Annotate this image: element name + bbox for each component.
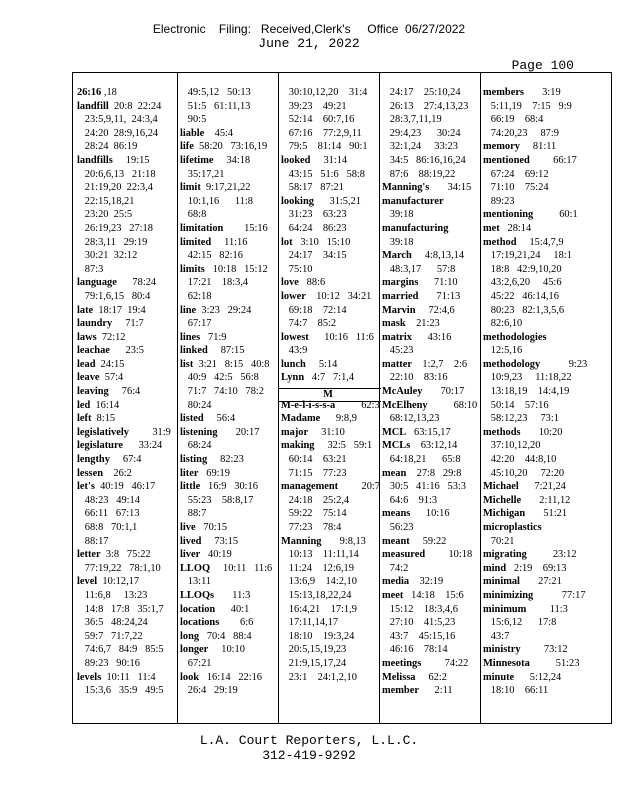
- index-entry: March 4:8,13,14: [382, 250, 465, 262]
- index-entry: 79:1,6,15 80:4: [77, 290, 151, 302]
- index-entry: 68:8: [180, 209, 207, 221]
- index-column-5: [483, 86, 588, 698]
- index-entry: listening 20:17: [180, 426, 260, 438]
- index-entry: minimum 11:3: [483, 603, 568, 615]
- index-entry: long 70:4 88:4: [180, 630, 252, 642]
- index-entry: 66:11 67:13: [77, 508, 140, 520]
- index-entry: 22:10 83:16: [382, 372, 448, 384]
- index-entry: 23:1 24:1,2,10: [281, 671, 357, 683]
- index-entry: list 3:21 8:15 40:8: [180, 358, 270, 370]
- index-entry: 90:5: [180, 114, 207, 126]
- index-entry: love 88:6: [281, 277, 326, 289]
- index-entry: 24:17 25:10,24: [382, 87, 461, 98]
- index-entry: limited 11:16: [180, 236, 248, 248]
- index-entry: 23:20 25:5: [77, 209, 133, 221]
- column-divider: [480, 73, 481, 723]
- index-entry: 40:9 42:5 56:8: [180, 372, 259, 384]
- index-entry: Michelle 2:11,12: [483, 494, 571, 506]
- index-entry: 43:15 51:6 58:8: [281, 168, 365, 180]
- index-entry: 56:23: [382, 522, 414, 533]
- index-entry: 13:11: [180, 576, 212, 588]
- index-entry: 67:17: [180, 318, 212, 330]
- index-entry: 10:13 11:11,14: [281, 549, 359, 561]
- index-entry: 37:10,12,20: [483, 440, 541, 452]
- index-column-1: [77, 86, 171, 698]
- index-entry: MCL 63:15,17: [382, 426, 451, 438]
- index-entry: 64:6 91:3: [382, 494, 438, 506]
- index-entry: 20:5,15,19,23: [281, 644, 347, 656]
- index-entry: 17:19,21,24 18:1: [483, 250, 572, 262]
- index-entry: 80:24: [180, 399, 212, 411]
- index-entry: 68:24: [180, 440, 212, 452]
- index-entry: mean 27:8 29:8: [382, 467, 462, 479]
- index-entry: 59:22 75:14: [281, 508, 347, 520]
- index-entry: making 32:5 59:1: [281, 440, 373, 452]
- index-entry: ministry 73:12: [483, 644, 568, 656]
- index-entry: look 16:14 22:16: [180, 671, 262, 683]
- index-entry: manufacturing: [382, 222, 449, 234]
- index-entry: 39:18: [382, 236, 414, 248]
- index-entry: major 31:10: [281, 426, 345, 438]
- index-entry: 29:4,23 30:24: [382, 127, 461, 139]
- index-entry: 23:5,9,11, 24:3,4: [77, 114, 158, 126]
- index-entry: 16:4,21 17:1,9: [281, 603, 357, 615]
- index-entry: 13:6,9 14:2,10: [281, 576, 357, 588]
- index-entry: 48:3,17 57:8: [382, 263, 456, 275]
- index-entry: meet 14:18 15:6: [382, 589, 464, 601]
- index-entry: linked 87:15: [180, 345, 245, 357]
- index-entry: 68:8 70:1,1: [77, 522, 138, 533]
- index-entry: let's 40:19 46:17: [77, 481, 156, 493]
- index-entry: Manning's 34:15: [382, 182, 472, 194]
- index-entry: 87:6 88:19,22: [382, 168, 456, 180]
- column-divider: [379, 73, 380, 723]
- index-entry: 68:12,13,23: [382, 413, 440, 425]
- index-entry: memory 81:11: [483, 141, 557, 153]
- index-entry: 59:7 71:7,22: [77, 630, 143, 642]
- index-entry: lowest 10:16 11:6: [281, 331, 374, 343]
- index-entry: 22:15,18,21: [77, 195, 135, 207]
- index-column-4: [382, 86, 476, 698]
- index-entry: lifetime 34:18: [180, 154, 251, 166]
- index-entry: 45:22 46:14,16: [483, 290, 559, 302]
- index-entry: Marvin 72:4,6: [382, 304, 455, 316]
- index-entry: lunch 5:14: [281, 358, 338, 370]
- index-entry: led 16:14: [77, 399, 120, 411]
- index-entry: 46:16 78:14: [382, 644, 448, 656]
- index-entry: means 10:16: [382, 508, 450, 520]
- index-entry: 74:20,23 87:9: [483, 127, 559, 139]
- index-entry: methodologies: [483, 331, 547, 343]
- page-number: Page 100: [511, 58, 574, 73]
- index-entry: 15:12 18:3,4,6: [382, 603, 458, 615]
- index-entry: Michael 7:21,24: [483, 481, 566, 493]
- index-entry: minimizing 77:17: [483, 589, 586, 601]
- index-entry: 62:18: [180, 290, 212, 302]
- index-entry: 69:18 72:14: [281, 304, 347, 316]
- index-entry: looking 31:5,21: [281, 195, 361, 207]
- filing-stamp: Electronic Filing: Received,Clerk's Office 06/27/2022: [152, 22, 466, 36]
- index-entry: 24:17 34:15: [281, 250, 347, 262]
- index-entry: minimal 27:21: [483, 576, 562, 588]
- index-entry: Madame 9:8,9: [281, 413, 357, 425]
- index-entry: 52:14 60:7,16: [281, 114, 355, 126]
- index-entry: location 40:1: [180, 603, 250, 615]
- index-entry: lot 3:10 15:10: [281, 236, 351, 248]
- index-entry: mentioning 60:1: [483, 209, 578, 221]
- index-entry: lived 73:15: [180, 535, 239, 547]
- index-entry: laws 72:12: [77, 331, 126, 343]
- index-entry: 43:7: [483, 630, 510, 642]
- index-entry: 30:5 41:16 53:3: [382, 481, 466, 493]
- index-entry: 49:5,12 50:13: [180, 87, 251, 98]
- index-entry: 24:20 28:9,16,24: [77, 127, 159, 139]
- index-entry: M-e-l-i-s-s-a 62:3: [281, 399, 380, 411]
- index-entry: 60:14 63:21: [281, 454, 347, 466]
- index-entry: Lynn 4:7 7:1,4: [281, 372, 355, 384]
- index-entry: 50:14 57:16: [483, 399, 549, 411]
- index-entry: Melissa 62:2: [382, 671, 447, 683]
- index-entry: legislatively 31:9: [77, 426, 171, 438]
- index-entry: methodology 9:23: [483, 358, 588, 370]
- index-entry: microplastics: [483, 522, 542, 533]
- index-entry: limit 9:17,21,22: [180, 182, 251, 194]
- index-entry: 15:13,18,22,24: [281, 589, 352, 601]
- index-entry: legislature 33:24: [77, 440, 163, 452]
- index-entry: LLOQs 11:3: [180, 589, 251, 601]
- index-entry: McElheny 68:10: [382, 399, 478, 411]
- index-entry: management 20:7: [281, 481, 380, 493]
- index-entry: married 71:13: [382, 290, 461, 302]
- index-entry: 77:23 78:4: [281, 522, 342, 533]
- index-entry: margins 71:10: [382, 277, 458, 289]
- index-entry: liter 69:19: [180, 467, 230, 479]
- index-entry: letter 3:8 75:22: [77, 549, 151, 561]
- index-entry: 15:3,6 35:9 49:5: [77, 685, 164, 697]
- index-entry: meant 59:22: [382, 535, 447, 547]
- index-entry: 67:16 77:2,9,11: [281, 127, 362, 139]
- index-entry: 74:2: [382, 562, 409, 574]
- index-column-3: [281, 86, 380, 684]
- index-entry: 21:19,20 22:3,4: [77, 182, 153, 194]
- index-entry: measured 10:18: [382, 549, 473, 561]
- index-entry: listed 56:4: [180, 413, 236, 425]
- index-entry: 11:24 12:6,19: [281, 562, 354, 574]
- index-entry: 75:10: [281, 263, 313, 275]
- index-entry: mask 21:23: [382, 318, 440, 330]
- index-entry: 18:10 19:3,24: [281, 630, 355, 642]
- index-entry: LLOQ 10:11 11:6: [180, 562, 273, 574]
- index-entry: 5:11,19 7:15 9:9: [483, 100, 572, 112]
- index-entry: 26:16 ,18: [77, 87, 117, 98]
- index-entry: 32:1,24 33:23: [382, 141, 458, 153]
- index-entry: line 3:23 29:24: [180, 304, 252, 316]
- index-entry: lessen 26:2: [77, 467, 132, 479]
- index-entry: 27:10 41:5,23: [382, 617, 456, 629]
- index-entry: limitation 15:16: [180, 222, 268, 234]
- index-entry: 18:8 42:9,10,20: [483, 263, 562, 275]
- index-entry: locations 6:6: [180, 617, 254, 629]
- index-entry: leave 57:4: [77, 372, 124, 384]
- index-entry: 77:19,22 78:1,10: [77, 562, 161, 574]
- index-entry: Minnesota 51:23: [483, 657, 580, 669]
- index-entry: 39:18: [382, 209, 414, 221]
- index-entry: liver 40:19: [180, 549, 232, 561]
- index-entry: mentioned 66:17: [483, 154, 577, 166]
- index-entry: 71:10 75:24: [483, 182, 549, 194]
- index-entry: 24:18 25:2,4: [281, 494, 350, 506]
- index-entry: 67:24 69:12: [483, 168, 549, 180]
- column-divider: [278, 73, 279, 723]
- index-entry: met 28:14: [483, 222, 532, 234]
- index-entry: 43:9: [281, 345, 308, 357]
- index-entry: 28:24 86:19: [77, 141, 138, 153]
- index-entry: 58:17 87:21: [281, 182, 344, 194]
- reporter-name: L.A. Court Reporters, L.L.C.: [199, 733, 419, 748]
- index-entry: 64:18,21 65:8: [382, 454, 461, 466]
- index-entry: 45:10,20 72:20: [483, 467, 565, 479]
- index-entry: 80:23 82:1,3,5,6: [483, 304, 565, 316]
- index-entry: 10:9,23 11:18,22: [483, 372, 572, 384]
- index-entry: 87:3: [77, 263, 104, 275]
- index-entry: minute 5:12,24: [483, 671, 562, 683]
- index-entry: 26:4 29:19: [180, 685, 238, 697]
- reporter-phone: 312-419-9292: [262, 748, 356, 763]
- index-entry: levels 10:11 11:4: [77, 671, 156, 683]
- index-entry: 14:8 17:8 35:1,7: [77, 603, 164, 615]
- index-entry: 35:17,21: [180, 168, 225, 180]
- index-entry: member 2:11: [382, 685, 453, 697]
- index-entry: level 10:12,17: [77, 576, 140, 588]
- index-entry: Manning 9:8,13: [281, 535, 366, 547]
- index-entry: landfill 20:8 22:24: [77, 100, 162, 112]
- index-entry: 21:9,15,17,24: [281, 657, 347, 669]
- index-entry: little 16:9 30:16: [180, 481, 258, 493]
- index-entry: 34:5 86:16,16,24: [382, 154, 466, 166]
- index-entry: 10:1,16 11:8: [180, 195, 253, 207]
- index-entry: longer 10:10: [180, 644, 245, 656]
- index-entry: 71:7 74:10 78:2: [180, 386, 264, 398]
- index-entry: left 8:15: [77, 413, 116, 425]
- index-entry: 15:6,12 17:8: [483, 617, 557, 629]
- index-entry: 26:13 27:4,13,23: [382, 100, 469, 112]
- index-entry: mind 2:19 69:13: [483, 562, 567, 574]
- index-entry: members 3:19: [483, 87, 561, 98]
- index-entry: 13:18,19 14:4,19: [483, 386, 570, 398]
- index-entry: migrating 23:12: [483, 549, 577, 561]
- index-entry: MCLs 63:12,14: [382, 440, 458, 452]
- index-entry: 28:3,11 29:19: [77, 236, 148, 248]
- index-entry: methods 10:20: [483, 426, 563, 438]
- index-entry: 82:6,10: [483, 318, 523, 330]
- index-entry: 51:5 61:11,13: [180, 100, 251, 112]
- index-entry: 26:19,23 27:18: [77, 222, 153, 234]
- index-entry: live 70:15: [180, 522, 228, 533]
- section-letter: M: [323, 389, 333, 401]
- index-entry: language 78:24: [77, 277, 157, 289]
- index-entry: listing 82:23: [180, 454, 244, 466]
- index-entry: 17:11,14,17: [281, 617, 339, 629]
- index-entry: 36:5 48:24,24: [77, 617, 148, 629]
- index-entry: 28:3,7,11,19: [382, 114, 442, 126]
- index-entry: 89:23 90:16: [77, 657, 140, 669]
- index-entry: leachae 23:5: [77, 345, 144, 357]
- index-entry: 45:23: [382, 345, 414, 357]
- index-entry: 31:23 63:23: [281, 209, 347, 221]
- index-entry: 74:6,7 84:9 85:5: [77, 644, 164, 656]
- index-entry: 42:20 44:8,10: [483, 454, 557, 466]
- index-entry: 58:12,23 73:1: [483, 413, 559, 425]
- index-entry: 64:24 86:23: [281, 222, 347, 234]
- index-entry: 11:6,8 13:23: [77, 589, 148, 601]
- index-entry: 43:2,6,20 45:6: [483, 277, 562, 289]
- column-divider: [177, 73, 178, 723]
- index-entry: liable 45:4: [180, 127, 234, 139]
- index-entry: lengthy 67:4: [77, 454, 142, 466]
- index-entry: looked 31:14: [281, 154, 348, 166]
- index-frame: [72, 72, 612, 724]
- index-entry: 42:15 82:16: [180, 250, 243, 262]
- index-entry: limits 10:18 15:12: [180, 263, 268, 275]
- index-entry: 18:10 66:11: [483, 685, 549, 697]
- index-entry: 66:19 68:4: [483, 114, 544, 126]
- index-entry: 79:5 81:14 90:1: [281, 141, 368, 153]
- index-entry: late 18:17 19:4: [77, 304, 146, 316]
- index-entry: 74:7 85:2: [281, 318, 337, 330]
- index-entry: 48:23 49:14: [77, 494, 140, 506]
- index-entry: 30:21 32:12: [77, 250, 138, 262]
- index-entry: lead 24:15: [77, 358, 125, 370]
- index-entry: meetings 74:22: [382, 657, 469, 669]
- index-entry: laundry 71:7: [77, 318, 144, 330]
- index-entry: 20:6,6,13 21:18: [77, 168, 156, 180]
- index-entry: leaving 76:4: [77, 386, 141, 398]
- index-entry: 67:21: [180, 657, 212, 669]
- index-entry: McAuley 70:17: [382, 386, 465, 398]
- index-entry: matrix 43:16: [382, 331, 452, 343]
- index-entry: method 15:4,7,9: [483, 236, 564, 248]
- index-entry: lines 71:9: [180, 331, 227, 343]
- index-entry: media 32:19: [382, 576, 444, 588]
- index-entry: 39:23 49:21: [281, 100, 347, 112]
- index-entry: 89:23: [483, 195, 515, 207]
- index-entry: 17:21 18:3,4: [180, 277, 249, 289]
- index-entry: 88:7: [180, 508, 207, 520]
- index-column-2: [180, 86, 274, 698]
- index-entry: manufacturer: [382, 195, 444, 207]
- index-entry: 71:15 77:23: [281, 467, 347, 479]
- index-entry: landfills 19:15: [77, 154, 150, 166]
- index-entry: matter 1:2,7 2:6: [382, 358, 468, 370]
- letter-section-header: [281, 385, 375, 399]
- index-entry: 55:23 58:8,17: [180, 494, 254, 506]
- transcript-date: June 21, 2022: [258, 36, 360, 51]
- index-entry: 88:17: [77, 535, 109, 547]
- index-entry: 12:5,16: [483, 345, 523, 357]
- index-entry: life 58:20 73:16,19: [180, 141, 268, 153]
- index-entry: Michigan 51:21: [483, 508, 568, 520]
- index-entry: 70:21: [483, 535, 515, 547]
- index-entry: 30:10,12,20 31:4: [281, 87, 368, 98]
- index-entry: 43:7 45:15,16: [382, 630, 456, 642]
- index-entry: lower 10:12 34:21: [281, 290, 372, 302]
